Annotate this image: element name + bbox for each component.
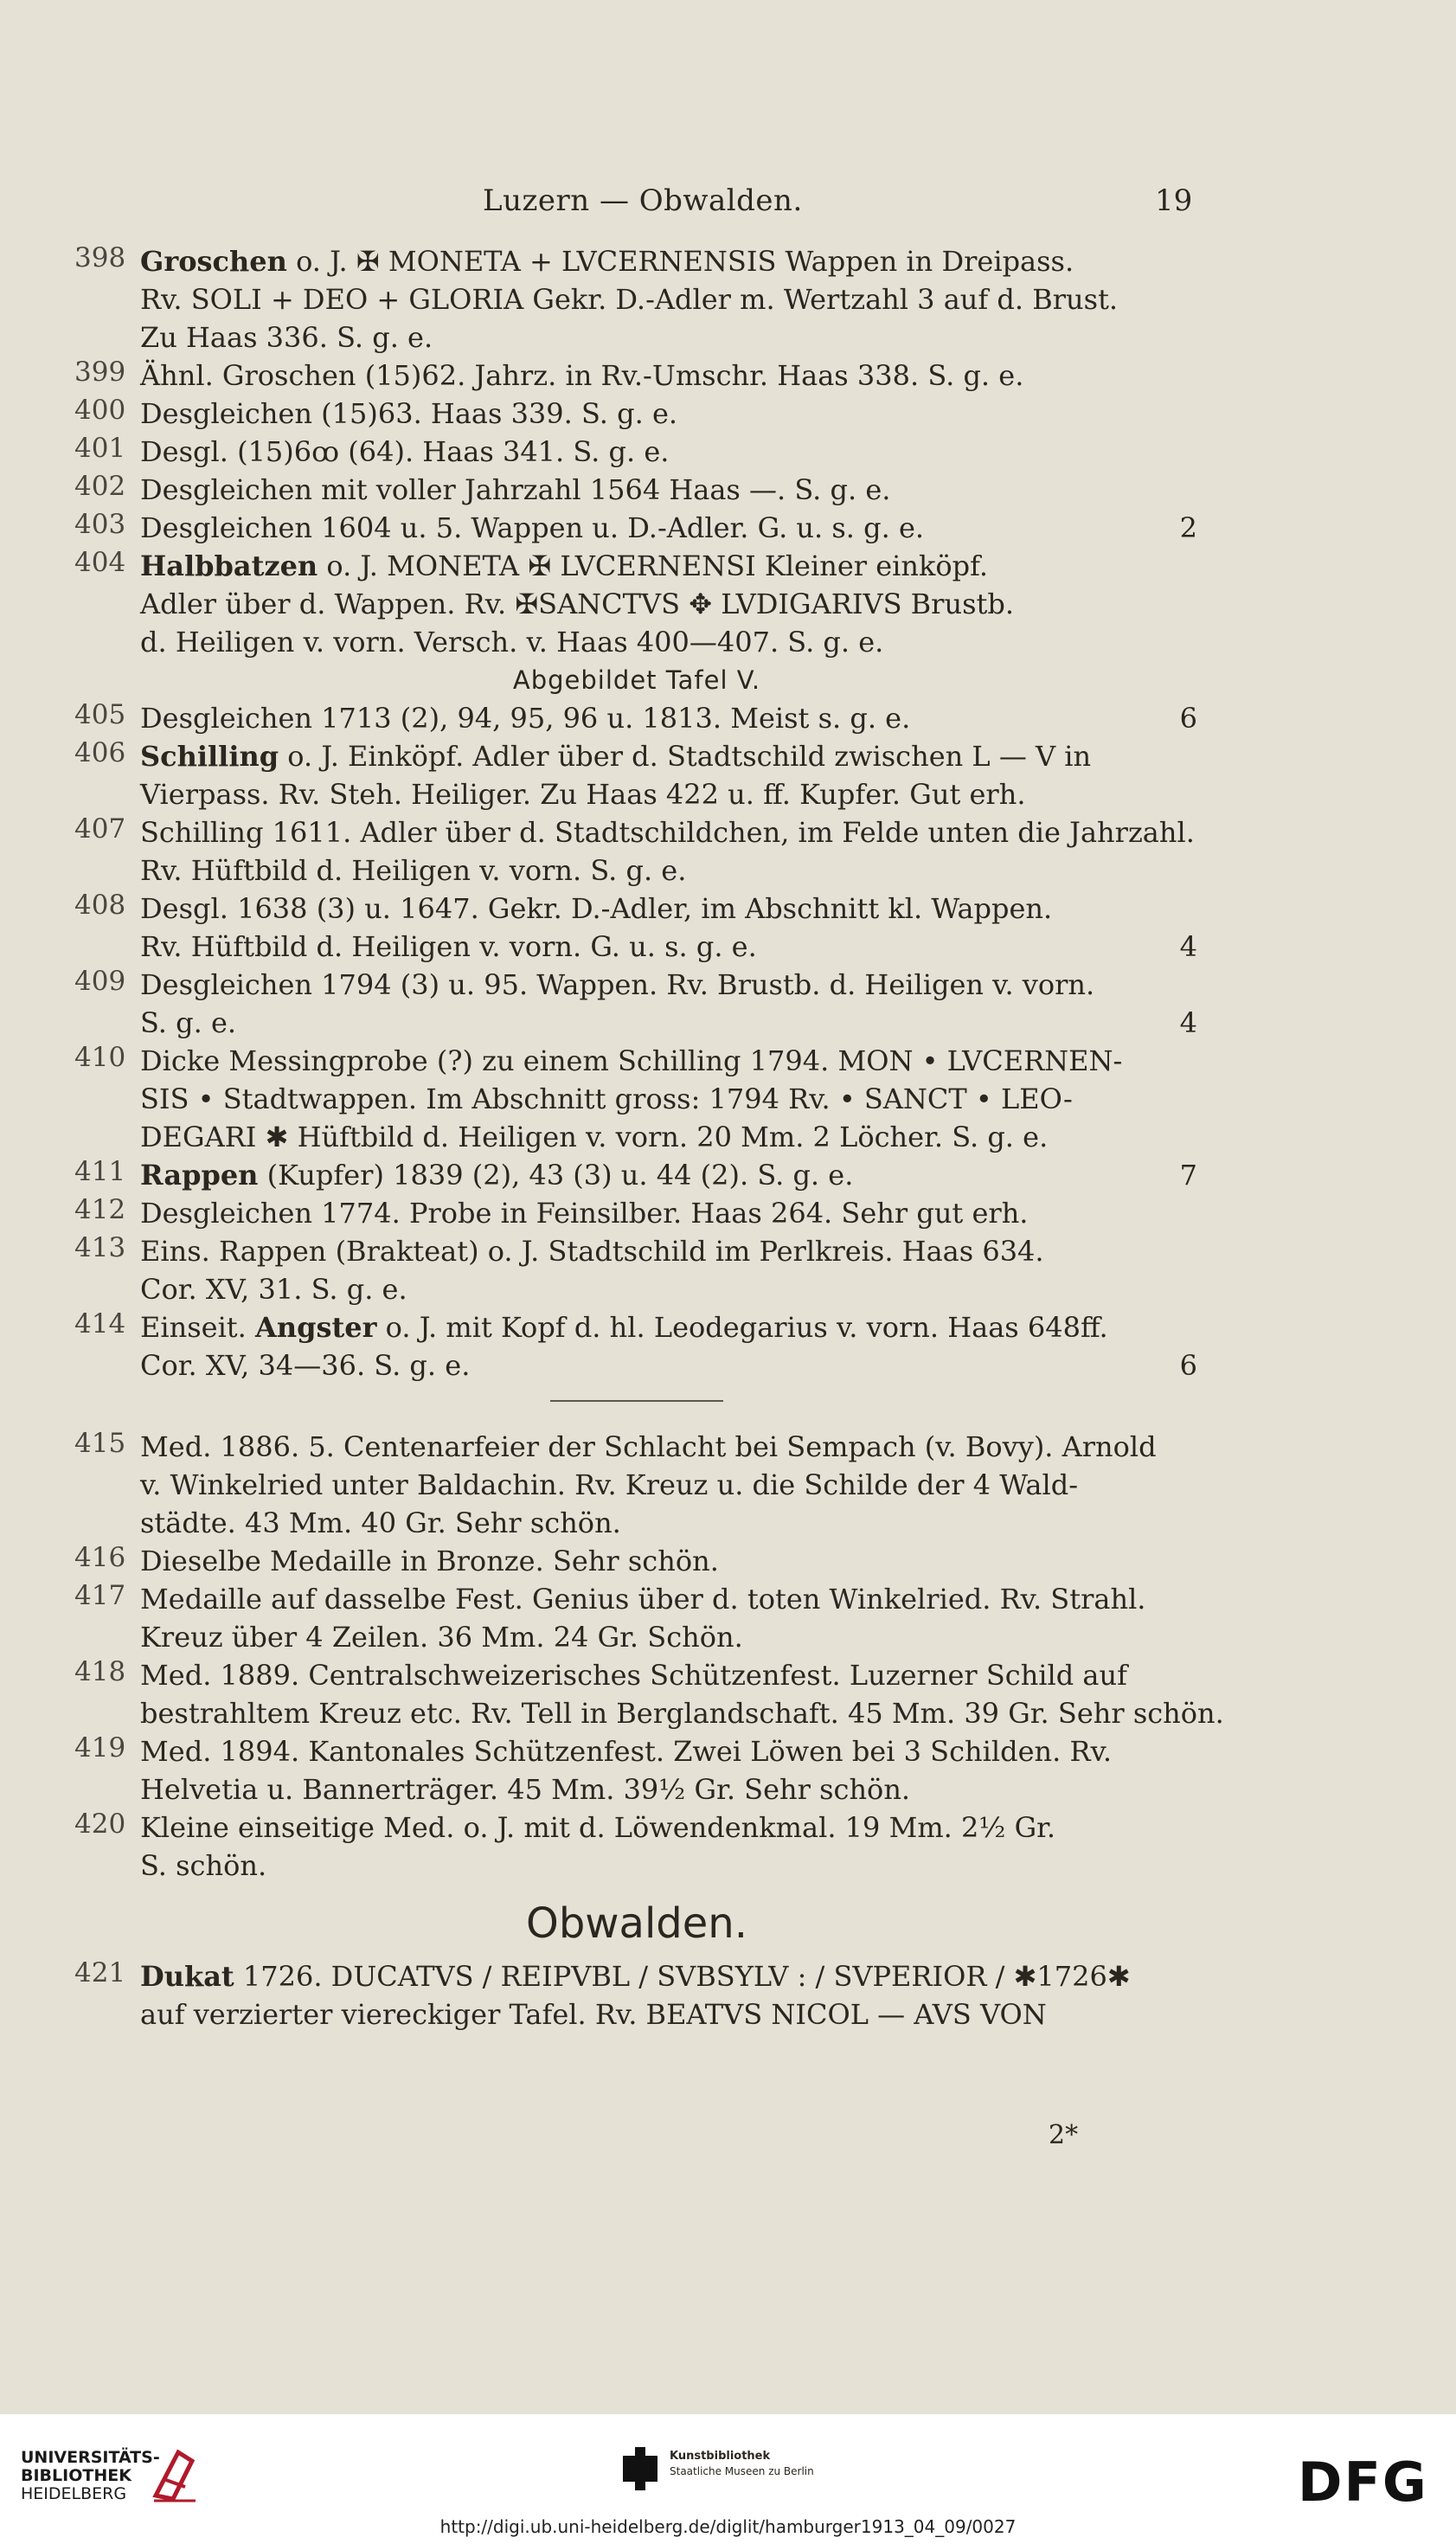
catalog-entry-416 (74, 1542, 1199, 1580)
entry-line: Desgleichen 1604 u. 5. Wappen u. D.-Adler. G. u. s. g. e. 2 (74, 509, 1199, 547)
entry-line: Desgleichen 1794 (3) u. 95. Wappen. Rv. Brustb. d. Heiligen v. vorn. (140, 968, 1095, 1001)
entry-line: Dieselbe Medaille in Bronze. Sehr schön. (140, 1545, 719, 1577)
entry-line: Medaille auf dasselbe Fest. Genius über d. toten Winkelried. Rv. Strahl. (140, 1583, 1146, 1616)
entry-number: 399 (74, 357, 126, 388)
kunstbibliothek-mark-icon (623, 2447, 657, 2490)
entry-line: Rappen (Kupfer) 1839 (2), 43 (3) u. 44 (2). S. g. e. 7 (74, 1156, 1199, 1194)
entry-price: 6 (1179, 1349, 1197, 1382)
entry-line: SIS • Stadtwappen. Im Abschnitt gross: 1794 Rv. • SANCT • LEO- (140, 1082, 1073, 1115)
entry-number: 412 (74, 1194, 126, 1225)
catalog-entry-421 (74, 1957, 1199, 2033)
entry-line: Adler über d. Wappen. Rv. ✠SANCTVS ✥ LVDIGARIVS Brustb. (140, 588, 1015, 620)
entry-number: 421 (74, 1957, 126, 1988)
catalog-entry-398 (74, 242, 1199, 357)
catalog-entry-419 (74, 1732, 1199, 1808)
catalog-entry-411 (74, 1156, 1199, 1194)
entry-number: 402 (74, 471, 126, 502)
entry-line: Kreuz über 4 Zeilen. 36 Mm. 24 Gr. Schön. (140, 1621, 743, 1654)
entry-line: Rv. Hüftbild d. Heiligen v. vorn. G. u. s. g. e. 4 (74, 928, 1199, 966)
entry-number: 409 (74, 966, 126, 997)
entry-number: 417 (74, 1580, 126, 1611)
entry-line: Desgl. (15)6ꝏ (64). Haas 341. S. g. e. (140, 435, 670, 468)
section-heading-obwalden: Obwalden. (526, 1899, 747, 1948)
catalog-entry-402 (74, 471, 1199, 509)
entry-number: 419 (74, 1732, 126, 1763)
entry-keyword: Rappen (140, 1159, 259, 1192)
catalog-entry-408 (74, 890, 1199, 966)
entry-line: Med. 1886. 5. Centenarfeier der Schlacht bei Sempach (v. Bovy). Arnold (140, 1430, 1157, 1463)
entry-line: städte. 43 Mm. 40 Gr. Sehr schön. (140, 1506, 621, 1539)
entry-line: Helvetia u. Bannerträger. 45 Mm. 39½ Gr. Sehr schön. (140, 1773, 911, 1806)
entry-number: 418 (74, 1656, 126, 1687)
catalog-entry-414 (74, 1308, 1199, 1384)
entry-number: 398 (74, 242, 126, 273)
catalog-entry-420 (74, 1808, 1199, 1885)
entry-line: S. schön. (140, 1849, 267, 1882)
entry-number: 405 (74, 699, 126, 730)
catalog-entry-406 (74, 737, 1199, 813)
entry-number: 407 (74, 813, 126, 845)
obwalden-coin-list (74, 1957, 1199, 2033)
entry-line: Eins. Rappen (Brakteat) o. J. Stadtschild im Perlkreis. Haas 634. (140, 1235, 1044, 1268)
entry-line: Kleine einseitige Med. o. J. mit d. Löwendenkmal. 19 Mm. 2½ Gr. (140, 1811, 1056, 1844)
entry-keyword: Schilling (140, 740, 279, 773)
catalog-entry-401 (74, 433, 1199, 471)
entry-number: 400 (74, 395, 126, 426)
entry-line: DEGARI ✱ Hüftbild d. Heiligen v. vorn. 20 Mm. 2 Löcher. S. g. e. (140, 1121, 1049, 1153)
catalog-entry-410 (74, 1042, 1199, 1156)
entry-line: S. g. e. 4 (74, 1004, 1199, 1042)
entry-number: 408 (74, 890, 126, 921)
section-divider (550, 1400, 723, 1402)
entry-line: Desgl. 1638 (3) u. 1647. Gekr. D.-Adler, im Abschnitt kl. Wappen. (140, 892, 1053, 925)
catalog-entry-404 (74, 547, 1199, 699)
entry-keyword: Groschen (140, 245, 287, 278)
entry-keyword: Halbbatzen (140, 549, 318, 582)
luzern-medal-list (74, 1428, 1224, 1885)
entry-number: 413 (74, 1232, 126, 1263)
catalog-entry-405 (74, 699, 1199, 737)
entry-line: d. Heiligen v. vorn. Versch. v. Haas 400—407. S. g. e. (140, 626, 884, 658)
entry-price: 7 (1179, 1159, 1197, 1192)
entry-line: Desgleichen mit voller Jahrzahl 1564 Haas —. S. g. e. (140, 473, 891, 506)
catalog-entry-400 (74, 395, 1199, 433)
dfg-logo[interactable]: DFG (1298, 2451, 1428, 2514)
kb-subtitle: Staatliche Museen zu Berlin (670, 2465, 814, 2477)
page-number: 19 (1155, 183, 1193, 218)
catalog-entry-403 (74, 509, 1199, 547)
entry-price: 4 (1179, 1006, 1197, 1039)
signature-mark: 2* (1049, 2120, 1079, 2150)
catalog-entry-407 (74, 813, 1199, 890)
entry-line: Desgleichen (15)63. Haas 339. S. g. e. (140, 397, 678, 430)
luzern-coin-list (74, 242, 1199, 1384)
entry-line: v. Winkelried unter Baldachin. Rv. Kreuz u. die Schilde der 4 Wald- (140, 1468, 1079, 1501)
catalog-entry-412 (74, 1194, 1199, 1232)
entry-number: 404 (74, 547, 126, 578)
entry-line: bestrahltem Kreuz etc. Rv. Tell in Berglandschaft. 45 Mm. 39 Gr. Sehr schön. (140, 1697, 1224, 1730)
entry-line: Groschen o. J. ✠ MONETA + LVCERNENSIS Wappen in Dreipass. (140, 245, 1074, 278)
entry-number: 406 (74, 737, 126, 768)
entry-line: Einseit. Angster o. J. mit Kopf d. hl. Leodegarius v. vorn. Haas 648ff. (140, 1311, 1108, 1344)
entry-line: Zu Haas 336. S. g. e. (140, 321, 433, 354)
entry-line: Vierpass. Rv. Steh. Heiliger. Zu Haas 422 u. ff. Kupfer. Gut erh. (140, 778, 1026, 811)
entry-line: Cor. XV, 34—36. S. g. e. 6 (74, 1346, 1199, 1384)
entry-number: 415 (74, 1428, 126, 1459)
entry-number: 411 (74, 1156, 126, 1187)
entry-line: Med. 1889. Centralschweizerisches Schützenfest. Luzerner Schild auf (140, 1659, 1127, 1692)
header-title: Luzern — Obwalden. (483, 183, 803, 218)
entry-keyword: Angster (255, 1311, 377, 1344)
ub-heidelberg-logo-text[interactable] (21, 2449, 160, 2503)
entry-line: Rv. SOLI + DEO + GLORIA Gekr. D.-Adler m. Wertzahl 3 auf d. Brust. (140, 283, 1119, 316)
entry-number: 416 (74, 1542, 126, 1573)
ub-heidelberg-icon (147, 2445, 202, 2506)
entry-keyword: Dukat (140, 1960, 234, 1993)
ub-line-3: HEIDELBERG (21, 2484, 127, 2503)
entry-number: 401 (74, 433, 126, 464)
entry-line: Ähnl. Groschen (15)62. Jahrz. in Rv.-Umschr. Haas 338. S. g. e. (140, 359, 1024, 392)
catalog-entry-415 (74, 1428, 1199, 1542)
ub-line-1: UNIVERSITÄTS- (21, 2448, 160, 2467)
entry-line: auf verzierter viereckiger Tafel. Rv. BEATVS NICOL — AVS VON (140, 1998, 1047, 2031)
plate-reference: Abgebildet Tafel V. (512, 665, 761, 695)
entry-number: 414 (74, 1308, 126, 1339)
footer-bar (0, 2414, 1456, 2544)
catalog-entry-418 (74, 1656, 1224, 1732)
entry-number: 420 (74, 1808, 126, 1840)
entry-line: Desgleichen 1774. Probe in Feinsilber. Haas 264. Sehr gut erh. (140, 1197, 1029, 1230)
running-header (0, 183, 1456, 227)
catalog-entry-417 (74, 1580, 1199, 1656)
entry-number: 403 (74, 509, 126, 540)
entry-line: Rv. Hüftbild d. Heiligen v. vorn. S. g. e. (140, 854, 687, 887)
entry-price: 6 (1179, 702, 1197, 735)
catalog-entry-399 (74, 357, 1199, 395)
entry-line: Desgleichen 1713 (2), 94, 95, 96 u. 1813. Meist s. g. e. 6 (74, 699, 1199, 737)
entry-line: Schilling 1611. Adler über d. Stadtschildchen, im Felde unten die Jahrzahl. (140, 816, 1195, 849)
entry-line: Dukat 1726. DUCATVS / REIPVBL / SVBSYLV : / SVPERIOR / ✱1726✱ (140, 1960, 1131, 1993)
catalog-entry-413 (74, 1232, 1199, 1308)
catalog-entry-409 (74, 966, 1199, 1042)
entry-line: Dicke Messingprobe (?) zu einem Schilling 1794. MON • LVCERNEN- (140, 1044, 1123, 1077)
entry-price: 4 (1179, 930, 1197, 963)
kb-title: Kunstbibliothek (670, 2450, 771, 2463)
ub-line-2: BIBLIOTHEK (21, 2466, 131, 2485)
entry-line: Schilling o. J. Einköpf. Adler über d. Stadtschild zwischen L — V in (140, 740, 1092, 773)
entry-line: Med. 1894. Kantonales Schützenfest. Zwei Löwen bei 3 Schilden. Rv. (140, 1735, 1113, 1768)
catalog-entries (74, 242, 1224, 2033)
entry-number: 410 (74, 1042, 126, 1073)
entry-line: Halbbatzen o. J. MONETA ✠ LVCERNENSI Kleiner einköpf. (140, 549, 989, 582)
permalink-url[interactable]: http://digi.ub.uni-heidelberg.de/diglit/hamburger1913_04_09/0027 (439, 2516, 1017, 2537)
entry-line: Cor. XV, 31. S. g. e. (140, 1273, 407, 1306)
entry-price: 2 (1179, 511, 1197, 544)
